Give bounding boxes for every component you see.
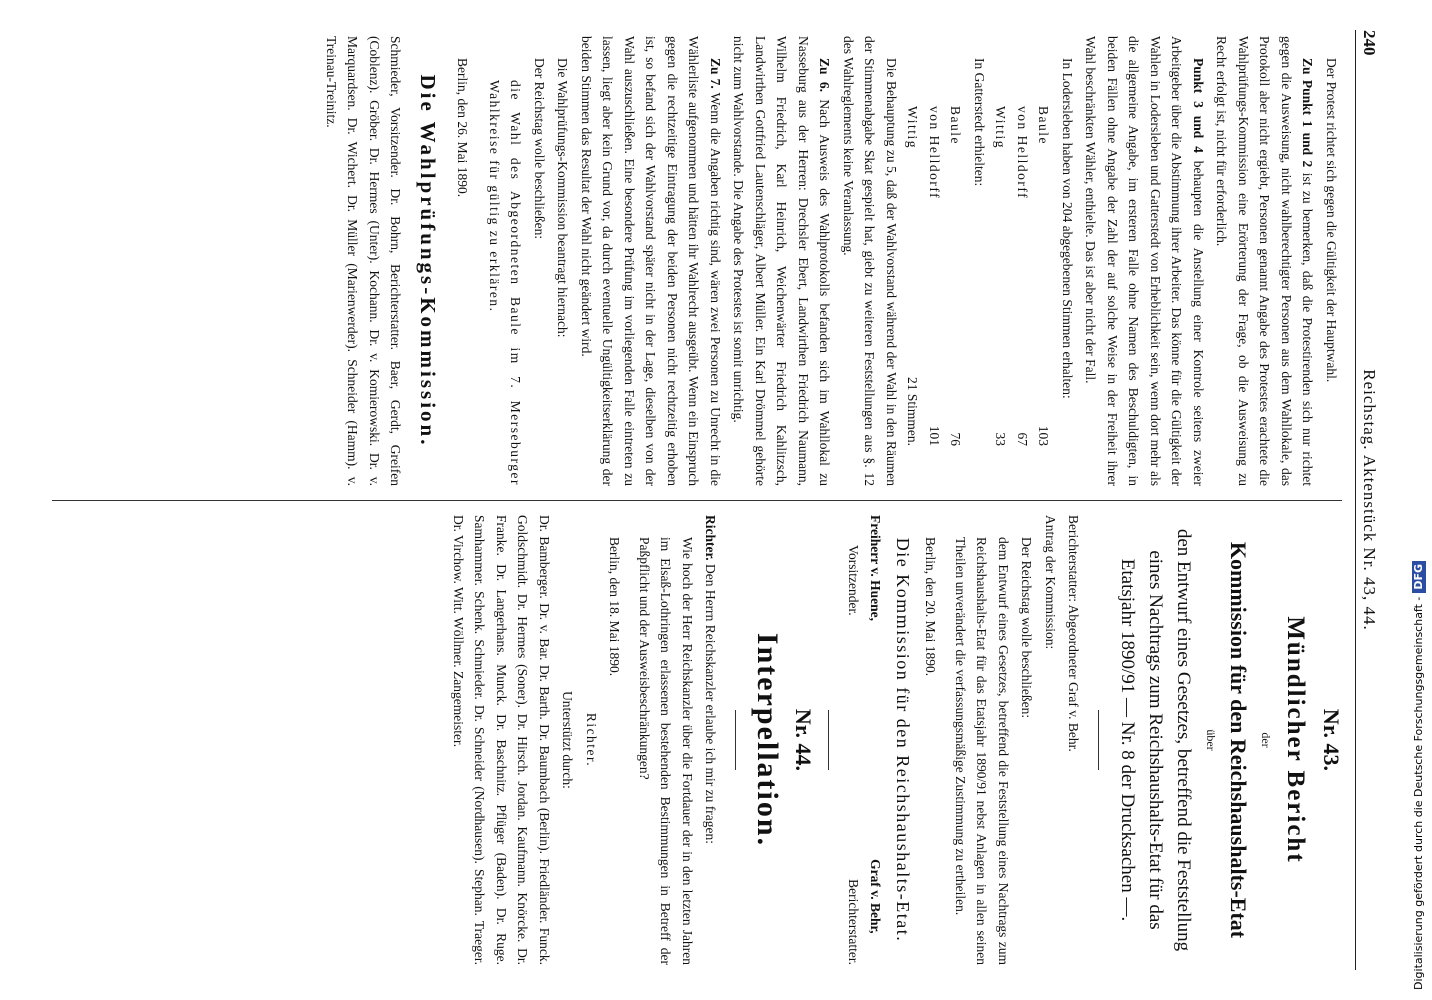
candidate: Wittig [905, 106, 921, 149]
motion-label: Antrag der Kommission: [1043, 515, 1058, 650]
title-connector: der [1259, 732, 1274, 748]
paragraph: In Gatterstedt erhielten: [972, 58, 987, 187]
paragraph [700, 515, 722, 965]
vote-count: 33 [993, 432, 1009, 446]
report-subject: den Entwurf eines Gesetzes, betreffend die Feststellung eines Nachtrags zum Reichshaushalts-Etat für das Etatsjahr 1890/91 — Nr. 8 der Drucksachen —. [1117, 528, 1195, 952]
vote-row [924, 36, 946, 486]
vote-table-lodersleben [990, 36, 1055, 486]
column-divider [52, 500, 1342, 501]
paragraph [1080, 36, 1209, 486]
candidate: von Helldorff [1015, 106, 1030, 200]
paragraph: In Lodersleben haben von 204 abgegebenen Stimmen erhalten: [1060, 58, 1075, 399]
signatory-role: Vorsitzender. [846, 545, 862, 616]
digitization-footer [1405, 0, 1432, 1000]
document-number-44: Nr. 44. [791, 708, 816, 772]
interpellation-title: Interpellation. [751, 632, 785, 848]
paragraph: Der Reichstag wolle beschließen: [532, 58, 547, 240]
interpellation-signature: Richter. [584, 712, 599, 768]
paragraph-text: Nach Ausweis des Wahlprotokolls befanden sich im Wahllokal zu Nasseburg aus der Herren: Drechsler Ebert, Landwirthen Friedrich Naumann, Wilhelm Friedrich, Karl Heinrich, Weichenwärter Friedrich Kahlitzsch, Landwirthen Gottfried Lautenschläger, Albert Müller. Ein Karl Drömmel gehörte nicht zum Wahlvorstande. Die Angabe des Protestes ist somit unrichtig. [731, 36, 833, 487]
left-column [319, 36, 1343, 486]
dfg-logo: DFG [1412, 561, 1426, 593]
vote-count: 76 [948, 432, 964, 446]
candidate: Baule [948, 106, 964, 145]
vote-count: 21 Stimmen. [905, 376, 921, 446]
paragraph-text: ist zu bemerken, daß die Protestirenden sich nur richtet gegen die Ausweisung, nicht wahlberechtigter Personen aus dem Wahllokale, das Protokoll aber nicht ergiebt, Personen genannt Angabe des Protestes erachtete die Wahlprüfungs-Kommission eine Erörterung der Frage, ob die Ausweisung zu Recht erfolgt ist, nicht für erforderlich. [1214, 36, 1316, 486]
vote-row [945, 36, 967, 486]
running-title: Reichstag. Aktenstück Nr. 43, 44. [1360, 369, 1379, 631]
page-number: 240 [1360, 30, 1379, 56]
signatory-name: Graf v. Behr, [868, 859, 883, 934]
paragraph [728, 36, 836, 486]
point-lead: Punkt 3 und 4 [1191, 58, 1206, 153]
document-number-43: Nr. 43. [1319, 708, 1344, 772]
paragraph: Die Wahlprüfungs-Kommission beantragt hiernach: [555, 58, 571, 338]
section-rule [828, 710, 829, 770]
paragraph-text: Wenn die Angaben richtig sind, wären zwei Personen zu Unrecht in die Wählerliste aufgenommen und hätten ihr Wahlrecht ausgeübt. Wenn ein Einspruch gegen die rechtzeitige Eintragung der beiden Personen nicht rechtzeitig erhoben ist, so befand sich der Wahlvorstand später nicht in der Lage, dieselben von der Wahl auszuschließen. Eine besondere Prüfung im vorliegenden Falle eintreten zu lassen, liegt aber kein Grund vor, da durch eventuelle Ungültigkeitserklärung der beiden Stimmen das Resultat der Wahl nicht geändert wird. [579, 36, 723, 487]
vote-count: 103 [1036, 425, 1052, 446]
vote-table-gatterstedt [902, 36, 967, 486]
report-title: Mündlicher Bericht [1282, 616, 1310, 864]
title-connector: über [1204, 729, 1218, 751]
commission-name: Kommission für den Reichshaushalts-Etat [1226, 541, 1251, 939]
right-column [446, 515, 1343, 965]
interpellation-question: Wie hoch der Herr Reichskanzler über die Fortdauer der in den letzten Jahren im Elsaß-Lothringen erlassenen bestehenden Bestimmungen in Betreff der Paßpflicht und der Ausweisbeschränkungen? [637, 537, 695, 965]
supporters-list: Dr. Bamberger. Dr. v. Bar. Dr. Barth. Dr. Baumbach (Berlin). Friedländer. Funck. Goldschmidt. Dr. Hermes (Soner). Dr. Hirsch. Jordan. Kaufmann. Knörcke. Dr. Franke. Dr. Langerhans. Munck. Dr. Baschnitz. Pflüger (Baden). Dr. Ruge. Samhammer. Schenk. Schmieder. Dr. Schneider (Nordhausen). Stephan. Traeger. Dr. Virchow. Witt. Wöllmer. Zangemeister. [451, 515, 552, 965]
paragraph: Der Protest richtet sich gegen die Gültigkeit der Hauptwahl. [1324, 58, 1339, 383]
candidate: Wittig [993, 106, 1009, 149]
point-lead: Zu 7. [708, 58, 723, 89]
interpellant: Richter. [703, 515, 719, 561]
section-rule [736, 710, 737, 770]
commission-title: Die Wahlprüfungs-Kommission. [416, 74, 440, 448]
paragraph-text: behaupten die Anstellung einer Kontrole seitens zweier Arbeitgeber über die Abstimmung ihrer Arbeiter. Das könne für die Gültigkeit der Wahlen in Lodersleben und Gatterstedt von Erheblichkeit sein, wenn dort mehr als die allgemeine Angabe, im ersteren Falle ohne Namen des Beschuldigten, in beiden Fällen ohne Angabe der Zahl der auf solche Weise in der Freiheit ihrer Wahl beschränkten Wähler, enthielte. Das ist aber nicht der Fall. [1083, 36, 1206, 487]
paragraph: Die Behauptung zu 5, daß der Wahlvorstand während der Wahl in den Räumen der Stimmenabgabe Skat gespielt hat, giebt zu weiteren Feststellungen aus §. 12 des Wahlreglements keine Veranlassung. [841, 36, 899, 486]
point-lead: Zu 6. [817, 58, 833, 92]
signatory-name: Freiherr v. Huene, [868, 515, 883, 621]
point-lead: Zu Punkt 1 und 2 [1300, 58, 1316, 168]
vote-row [990, 36, 1012, 486]
members-list: Schmieder, Vorsitzender. Dr. Bohrn, Berichterstatter. Baer, Gerdt, Greifen (Coblenz). Gröber. Dr. Hermes (Unter). Kochann. Dr. v. Komierowski. Dr. v. Marquardsen. Dr. Wichert. Dr. Müller (Marienwerder). Schneider (Hamm). v. Treinau-Treinitz. [324, 36, 404, 486]
commission-signature: Die Kommission für den Reichshaushalts-Etat. [893, 537, 913, 943]
vote-count: 67 [1015, 432, 1030, 446]
section-rule [1099, 710, 1100, 770]
paragraph [576, 36, 727, 486]
candidate: von Helldorff [927, 106, 942, 200]
vote-row [1012, 36, 1034, 486]
signatory-role: Berichterstatter. [846, 879, 862, 965]
paragraph-text: Den Herrn Reichskanzler erlaube ich mir zu fragen: [703, 564, 719, 844]
reporter-line: Berichterstatter: Abgeordneter Graf v. Behr. [1066, 515, 1082, 752]
candidate: Baule [1036, 106, 1052, 145]
dateline: Berlin, den 26. Mai 1890. [455, 58, 471, 198]
signatures [843, 515, 886, 965]
paragraph [1211, 36, 1319, 486]
dateline: Berlin, den 18. Mai 1890. [607, 537, 623, 677]
resolution-intro: Der Reichstag wolle beschließen: [1019, 537, 1035, 719]
dateline: Berlin, den 20. Mai 1890. [923, 537, 939, 677]
supported-by-label: Unterstützt durch: [560, 691, 576, 789]
resolution-text: dem Entwurf eines Gesetzes, betreffend die Feststellung eines Nachtrags zum Reichshaushalts-Etat für das Etatsjahr 1890/91 nebst Anlagen in allen seinen Theilen unverändert die verfassungsmäßige Zustimmung zu ertheilen. [953, 537, 1011, 965]
footer-text-row [1405, 0, 1432, 1000]
signature-left [843, 515, 886, 621]
motion-text: die Wahl des Abgeordneten Baule im 7. Merseburger Wahlkreise für gültig zu erklären. [487, 80, 524, 486]
footer-text: Digitalisierung gefördert durch die Deutsche Forschungsgemeinschaft - [1412, 596, 1425, 990]
vote-row [902, 36, 924, 486]
vote-row [1033, 36, 1055, 486]
vote-count: 101 [927, 425, 942, 446]
signature-right [843, 859, 886, 965]
running-head [1355, 30, 1382, 970]
